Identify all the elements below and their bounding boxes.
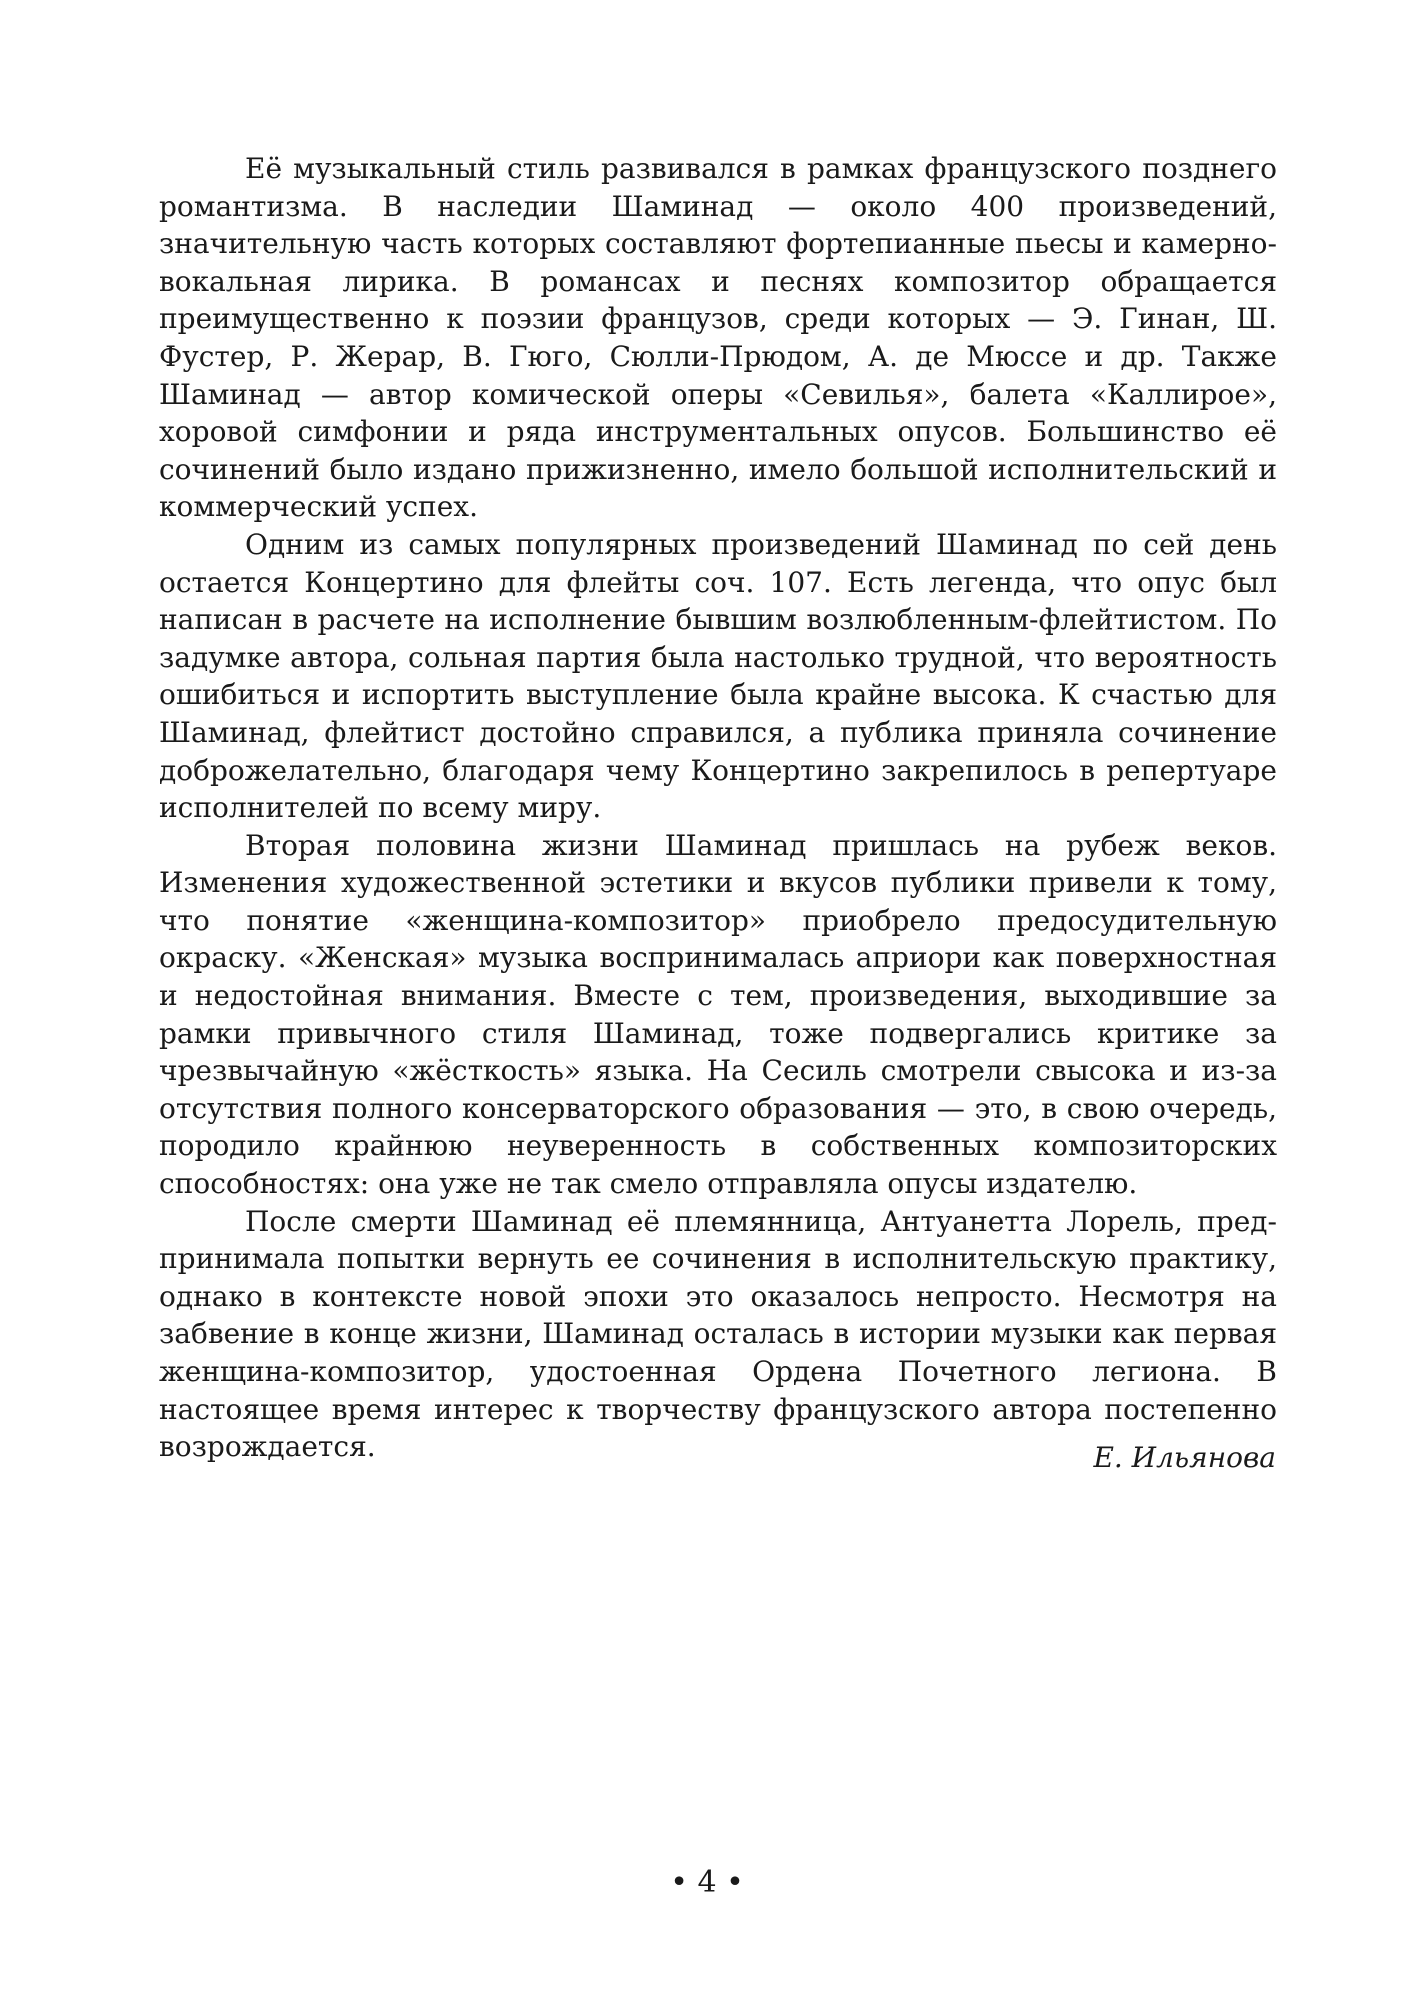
paragraph-2: Одним из самых популярных произведений Шаминад по сей день остается Концертино для флейты соч. 107. Есть легенда, что опус был написан в расчете на исполнение бывшим возлюбленным-флейтистом. По задумке автора, сольная партия была настолько трудной, что вероятность ошибиться и испортить выступление была крайне высока. К счастью для Шаминад, флейтист достойно справился, а публика приняла сочинение доброжелательно, благодаря чему Концертино закрепилось в репертуаре исполнителей по всему миру.: [159, 527, 1277, 825]
paragraph-4: После смерти Шаминад её племянница, Антуанетта Лорель, предпринимала попытки вернуть ее сочинения в исполнительскую практику, однако в контексте новой эпохи это оказалось непросто. Несмотря на забвение в конце жизни, Шаминад осталась в истории музыки как первая женщина-композитор, удостоенная Ордена Почетного легиона. В настоящее время интерес к творчеству французского автора постепенно возрождается.: [159, 1204, 1277, 1464]
paragraph-1: Её музыкальный стиль развивался в рамках французского позднего романтизма. В наследии Шаминад — около 400 произведений, значительную часть которых составляют фортепианные пьесы и камерно-вокальная лирика. В романсах и песнях композитор обращается преимущественно к поэзии французов, среди которых — Э. Гинан, Ш. Фустер, Р. Жерар, В. Гюго, Сюлли-Прюдом, А. де Мюссе и др. Также Шаминад — автор комической оперы «Севилья», балета «Каллирое», хоровой симфонии и ряда инструментальных опусов. Большинство её сочинений было издано прижизненно, имело большой исполнительский и коммерческий успех.: [159, 152, 1277, 524]
article-body: [159, 150, 1277, 1466]
page-number: • 4 •: [670, 1865, 744, 1900]
paragraph-3: Вторая половина жизни Шаминад пришлась на рубеж веков. Изменения художественной эстетики и вкусов публики привели к тому, что понятие «женщина-композитор» приобрело предосудительную окраску. «Женская» музыка воспринималась априори как поверхностная и недостойная внимания. Вместе с тем, произведения, выходившие за рамки привычного стиля Шаминад, тоже подвергались критике за чрезвычайную «жёсткость» языка. На Сесиль смотрели свысока и из-за отсутствия полного консерваторского образования — это, в свою очередь, породило крайнюю неуверенность в собственных композиторских способностях: она уже не так смело отправляла опусы издателю.: [159, 828, 1277, 1201]
author-signature: Е. Ильянова: [1093, 1441, 1276, 1474]
